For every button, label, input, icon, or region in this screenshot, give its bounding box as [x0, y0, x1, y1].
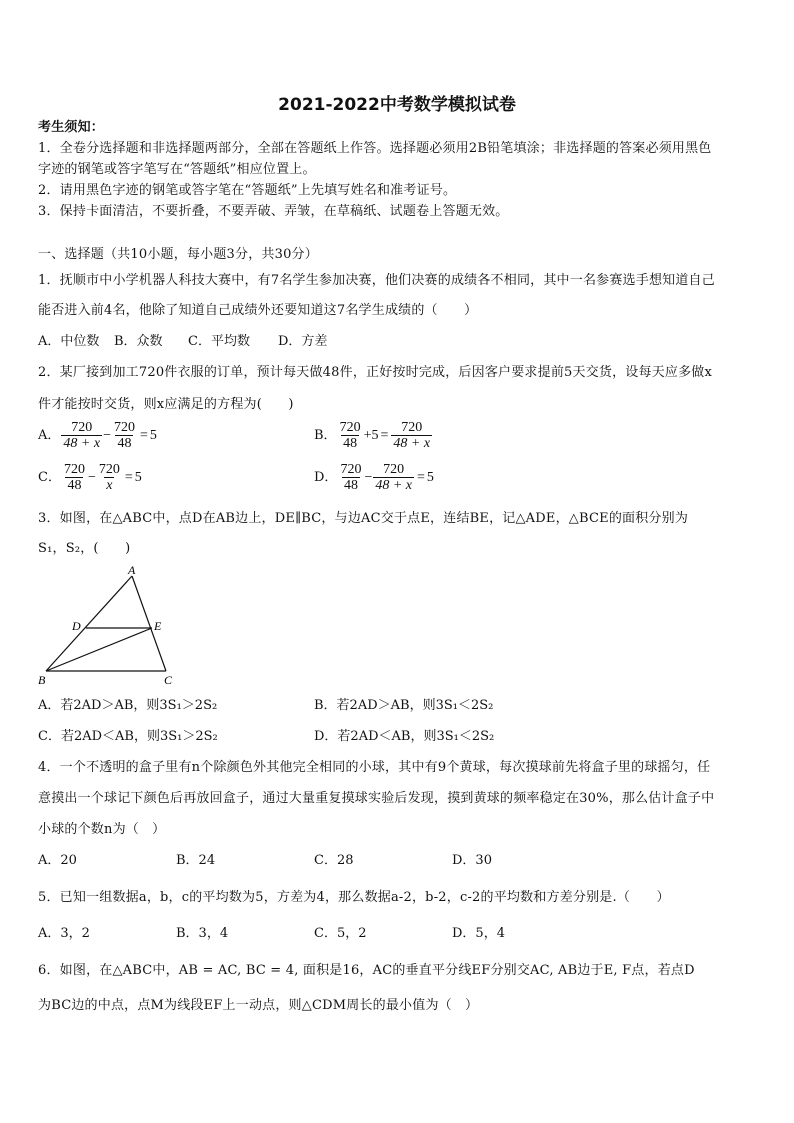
q2-d-frac2: $\frac{720}{48 + x}$ — [375, 462, 413, 493]
section-heading: 一、选择题（共10小题，每小题3分，共30分） — [38, 247, 318, 262]
label-a: A — [128, 563, 136, 577]
q2-c-frac1: $\frac{720}{48}$ — [63, 462, 85, 493]
q1-option-a: A．中位数 — [38, 334, 100, 349]
q4-option-d: D．30 — [452, 853, 492, 868]
q6-stem-line1: 6．如图，在△ABC中，AB = AC, BC = 4, 面积是16，AC的垂直平分线EF分别交AC, AB边于E, F点，若点D — [38, 963, 695, 978]
q1-stem-line2: 能否进入前4名，他除了知道自己成绩外还要知道这7名学生成绩的（ ） — [38, 303, 478, 318]
notice-item-2: 2．请用黑色字迹的钢笔或答字笔在“答题纸”上先填写姓名和准考证号。 — [38, 183, 457, 198]
q4-stem-line2: 意摸出一个球记下颜色后再放回盒子，通过大量重复摸球实验后发现，摸到黄球的频率稳定在30%，那么估计盒子中 — [38, 791, 715, 806]
q5-option-b: B．3，4 — [176, 926, 229, 941]
q2-option-d: D． $\frac{720}{48}$ − $\frac{720}{48 + x}$ = 5 — [314, 462, 434, 493]
q4-stem-line1: 4．一个不透明的盒子里有n个除颜色外其他完全相同的小球，其中有9个黄球，每次摸球前先将盒子里的球摇匀，任 — [38, 760, 711, 775]
q2-option-a: A． $\frac{720}{48 + x}$ − $\frac{720}{48}$ = 5 — [38, 420, 157, 451]
q2-a-frac1: $\frac{720}{48 + x}$ — [63, 420, 101, 451]
q3-option-d: D．若2AD＜AB，则3S₁＜2S₂ — [314, 729, 495, 744]
q2-a-label: A． — [38, 427, 61, 443]
q1-option-b: B．众数 — [114, 334, 163, 349]
q5-stem: 5．已知一组数据a，b，c的平均数为5，方差为4，那么数据a-2，b-2，c-2的平均数和方差分别是.（ ） — [38, 890, 670, 905]
label-b: B — [38, 673, 46, 687]
q3-triangle-figure — [36, 562, 186, 688]
q6-stem-line2: 为BC边的中点，点M为线段EF上一动点，则△CDM周长的最小值为（ ） — [38, 998, 479, 1013]
q1-option-c: C．平均数 — [188, 334, 250, 349]
notice-item-3: 3．保持卡面清洁，不要折叠，不要弄破、弄皱，在草稿纸、试题卷上答题无效。 — [38, 204, 509, 219]
label-c: C — [164, 673, 173, 687]
q3-option-a: A．若2AD＞AB，则3S₁＞2S₂ — [38, 698, 218, 713]
notice-heading: 考生须知： — [38, 120, 105, 135]
q4-option-b: B．24 — [176, 853, 216, 868]
q2-b-label: B． — [314, 427, 337, 443]
q2-option-c: C． $\frac{720}{48}$ − $\frac{720}{x}$ = 5 — [38, 462, 142, 493]
q4-option-c: C．28 — [314, 853, 354, 868]
q2-c-frac2: $\frac{720}{x}$ — [98, 462, 120, 493]
q2-a-frac2: $\frac{720}{48}$ — [113, 420, 135, 451]
q2-c-label: C． — [38, 469, 61, 485]
q2-stem-line2: 件才能按时交货，则x应满足的方程为( ) — [38, 397, 294, 412]
q4-stem-line3: 小球的个数n为（ ） — [38, 822, 166, 837]
label-d: D — [72, 619, 81, 633]
q5-option-c: C．5，2 — [314, 926, 367, 941]
page-title: 2021-2022中考数学模拟试卷 — [278, 95, 516, 115]
q2-stem-line1: 2．某厂接到加工720件衣服的订单，预计每天做48件，正好按时完成，后因客户要求提前5天交货，设每天应多做x — [38, 365, 713, 380]
q3-option-c: C．若2AD＜AB，则3S₁＞2S₂ — [38, 729, 218, 744]
segment-ab — [46, 576, 132, 671]
q2-option-b: B． $\frac{720}{48}$ + 5 = $\frac{720}{48 + x}$ — [314, 420, 431, 451]
q4-option-a: A．20 — [38, 853, 77, 868]
segment-be — [46, 628, 152, 671]
q3-stem-line1: 3．如图，在△ABC中，点D在AB边上，DE∥BC，与边AC交于点E，连结BE，记△ADE，△BCE的面积分别为 — [38, 511, 689, 526]
q2-d-frac1: $\frac{720}{48}$ — [340, 462, 362, 493]
q3-option-b: B．若2AD＞AB，则3S₁＜2S₂ — [314, 698, 494, 713]
notice-item-1-cont: 字迹的钢笔或答字笔写在“答题纸”相应位置上。 — [38, 162, 316, 177]
q2-b-frac1: $\frac{720}{48}$ — [339, 420, 361, 451]
q5-option-d: D．5，4 — [452, 926, 505, 941]
q1-option-d: D．方差 — [278, 334, 328, 349]
q2-b-frac2: $\frac{720}{48 + x}$ — [393, 420, 431, 451]
q3-stem-line2: S₁，S₂，( ) — [38, 541, 131, 556]
notice-item-1: 1．全卷分选择题和非选择题两部分，全部在答题纸上作答。选择题必须用2B铅笔填涂；非选择题的答案必须用黑色 — [38, 141, 712, 156]
q2-d-label: D． — [314, 469, 338, 485]
q5-option-a: A．3，2 — [38, 926, 90, 941]
q1-stem-line1: 1．抚顺市中小学机器人科技大赛中，有7名学生参加决赛，他们决赛的成绩各不相同，其中一名参赛选手想知道自己 — [38, 273, 715, 288]
label-e: E — [154, 619, 162, 633]
